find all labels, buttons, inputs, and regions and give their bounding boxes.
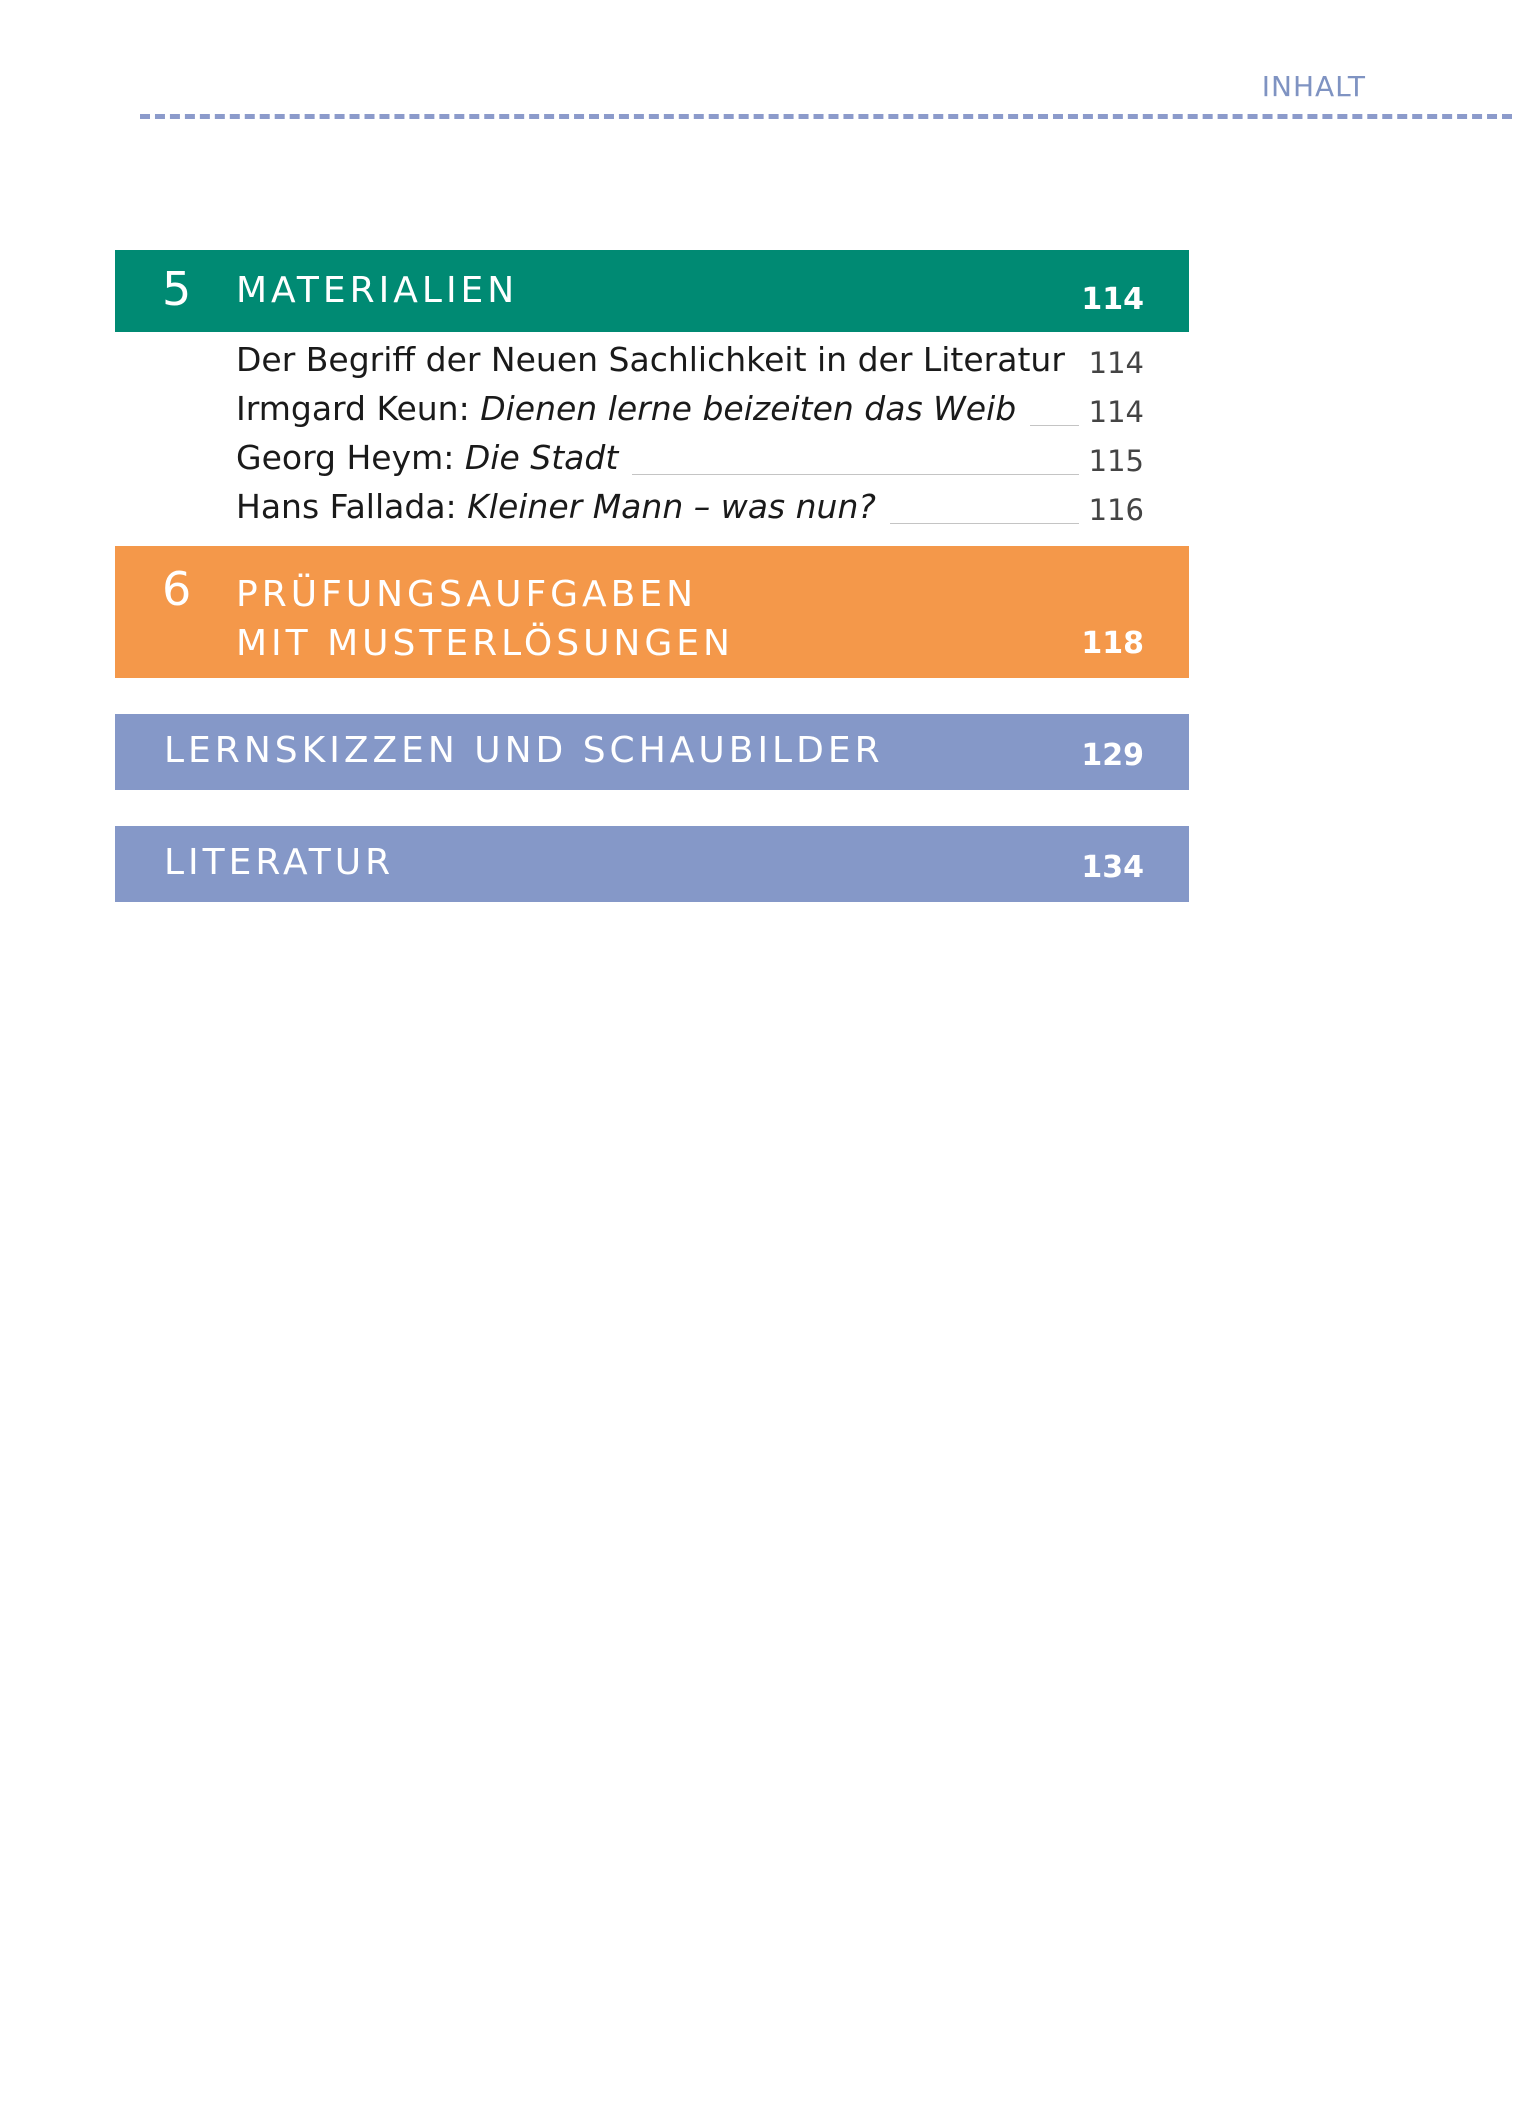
- chapter-title-line-2: MIT MUSTERLÖSUNGEN: [236, 623, 734, 664]
- section-title: LERNSKIZZEN UND SCHAUBILDER: [164, 730, 884, 771]
- entry-label: [236, 389, 1030, 428]
- entry-title: Der Begriff der Neuen Sachlichkeit in der Literatur: [236, 340, 1065, 379]
- chapter-title: MATERIALIEN: [236, 270, 519, 311]
- toc-entry[interactable]: [236, 436, 1189, 485]
- entry-label: [236, 438, 632, 477]
- entry-page: 115: [1088, 444, 1144, 478]
- entry-title: Kleiner Mann – was nun?: [467, 487, 876, 526]
- chapter-5-heading[interactable]: [115, 250, 1189, 332]
- entry-title: Die Stadt: [464, 438, 619, 477]
- entry-label: [236, 340, 1079, 379]
- running-head: INHALT: [1261, 70, 1366, 103]
- literatur-heading[interactable]: [115, 826, 1189, 902]
- entry-label: [236, 487, 890, 526]
- entry-author: Georg Heym:: [236, 438, 465, 477]
- section-page: 129: [1081, 738, 1144, 773]
- section-title: LITERATUR: [164, 842, 395, 883]
- chapter-5-entries: [115, 332, 1189, 546]
- section-page: 134: [1081, 850, 1144, 885]
- dashed-header-rule: [140, 114, 1512, 119]
- chapter-page: 118: [1081, 626, 1144, 661]
- entry-title: Dienen lerne beizeiten das Weib: [480, 389, 1017, 428]
- entry-page: 114: [1088, 395, 1144, 429]
- chapter-title-line-1: PRÜFUNGSAUFGABEN: [236, 574, 698, 615]
- entry-author: Irmgard Keun:: [236, 389, 481, 428]
- lernskizzen-heading[interactable]: [115, 714, 1189, 790]
- chapter-number: 5: [162, 262, 192, 316]
- table-of-contents: [115, 250, 1189, 902]
- toc-entry[interactable]: [236, 387, 1189, 436]
- chapter-6-heading[interactable]: [115, 546, 1189, 678]
- entry-page: 114: [1088, 346, 1144, 380]
- toc-entry[interactable]: [236, 485, 1189, 534]
- chapter-title: [236, 570, 734, 668]
- chapter-page: 114: [1081, 282, 1144, 317]
- chapter-number: 6: [162, 562, 192, 616]
- toc-entry[interactable]: [236, 338, 1189, 387]
- entry-page: 116: [1088, 493, 1144, 527]
- entry-author: Hans Fallada:: [236, 487, 468, 526]
